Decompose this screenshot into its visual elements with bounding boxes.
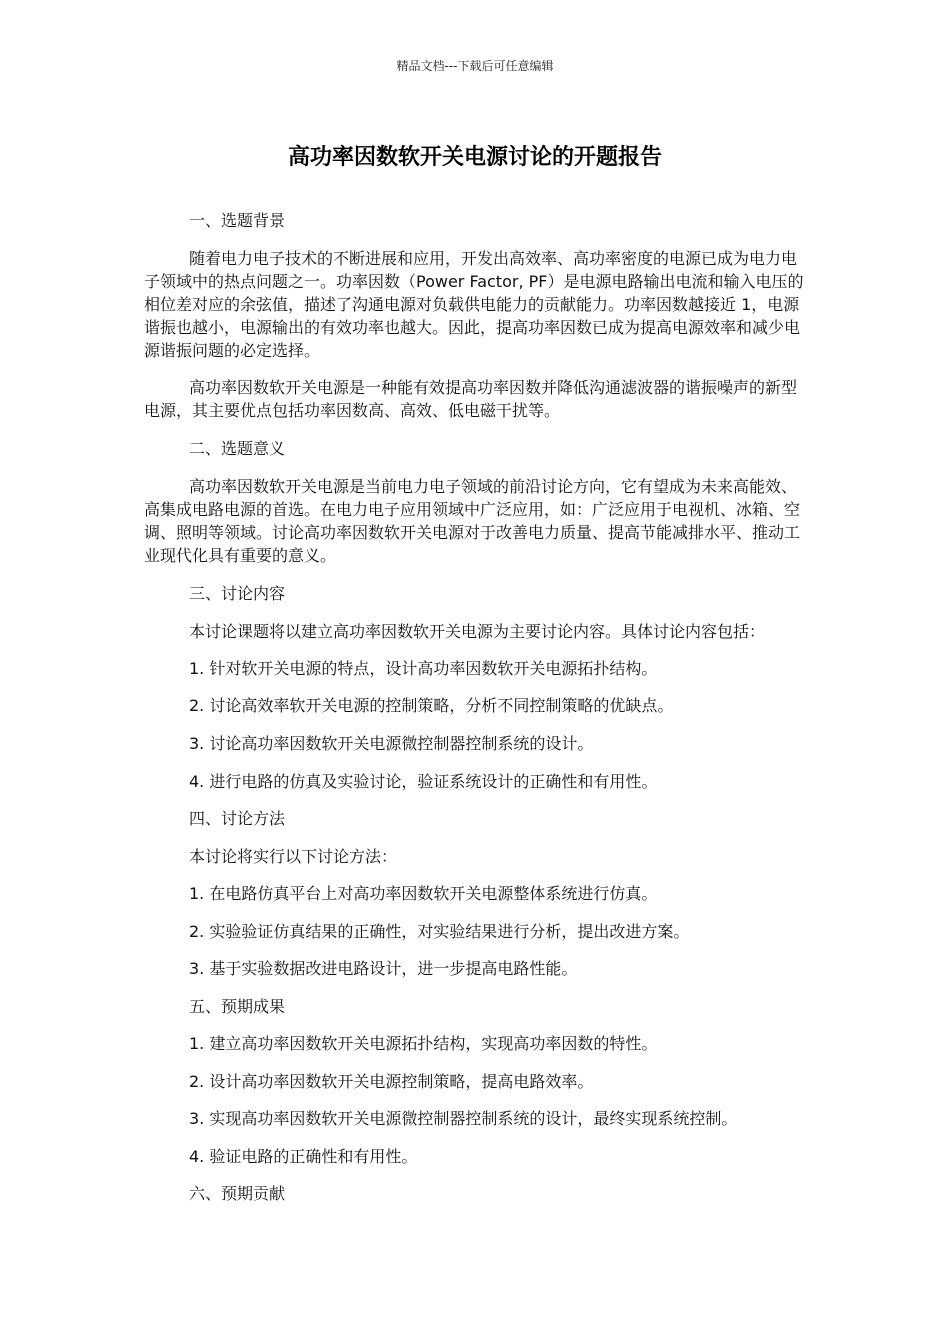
significance-paragraph: 高功率因数软开关电源是当前电力电子领域的前沿讨论方向，它有望成为未来高能效、高集成电路电源的首选。在电力电子应用领域中广泛应用，如：广泛应用于电视机、冰箱、空调、照明等领域。讨论高功率因数软开关电源对于改善电力质量、提高节能减排水平、推动工业现代化具有重要的意义。 (144, 477, 801, 565)
content-item: 3. 讨论高功率因数软开关电源微控制器控制系统的设计。 (189, 734, 594, 753)
section-heading-methods: 四、讨论方法 (189, 809, 286, 828)
page-header-note: 精品文档---下载后可任意编辑 (396, 59, 554, 73)
section-heading-expected-contribution: 六、预期贡献 (189, 1184, 286, 1203)
background-paragraph-2: 高功率因数软开关电源是一种能有效提高功率因数并降低沟通滤波器的谐振噪声的新型电源，其主要优点包括功率因数高、高效、低电磁干扰等。 (144, 378, 798, 420)
section-heading-background: 一、选题背景 (189, 211, 286, 230)
section-heading-content: 三、讨论内容 (189, 584, 286, 603)
content-item: 2. 讨论高效率软开关电源的控制策略，分析不同控制策略的优缺点。 (189, 696, 674, 715)
section-heading-expected-results: 五、预期成果 (189, 997, 286, 1016)
document-title: 高功率因数软开关电源讨论的开题报告 (287, 145, 662, 170)
results-item: 4. 验证电路的正确性和有用性。 (189, 1147, 418, 1166)
methods-intro: 本讨论将实行以下讨论方法： (189, 847, 398, 866)
results-item: 2. 设计高功率因数软开关电源控制策略，提高电路效率。 (189, 1072, 594, 1091)
methods-item: 3. 基于实验数据改进电路设计，进一步提高电路性能。 (189, 959, 578, 978)
background-paragraph-1: 随着电力电子技术的不断进展和应用，开发出高效率、高功率密度的电源已成为电力电子领域中的热点问题之一。功率因数（Power Factor, PF）是电源电路输出电流和输入电压的相位差对应的余弦值，描述了沟通电源对负载供电能力的贡献能力。功率因数越接近 1，电源谐振也越小，电源输出的有效功率也越大。因此，提高功率因数已成为提高电源效率和减少电源谐振问题的必定选择。 (144, 249, 804, 360)
methods-item: 1. 在电路仿真平台上对高功率因数软开关电源整体系统进行仿真。 (189, 884, 658, 903)
content-intro: 本讨论课题将以建立高功率因数软开关电源为主要讨论内容。具体讨论内容包括： (189, 622, 766, 641)
methods-item: 2. 实验验证仿真结果的正确性，对实验结果进行分析，提出改进方案。 (189, 922, 690, 941)
results-item: 1. 建立高功率因数软开关电源拓扑结构，实现高功率因数的特性。 (189, 1034, 658, 1053)
results-item: 3. 实现高功率因数软开关电源微控制器控制系统的设计，最终实现系统控制。 (189, 1109, 738, 1128)
content-item: 1. 针对软开关电源的特点，设计高功率因数软开关电源拓扑结构。 (189, 659, 658, 678)
section-heading-significance: 二、选题意义 (189, 439, 286, 458)
content-item: 4. 进行电路的仿真及实验讨论，验证系统设计的正确性和有用性。 (189, 772, 658, 791)
